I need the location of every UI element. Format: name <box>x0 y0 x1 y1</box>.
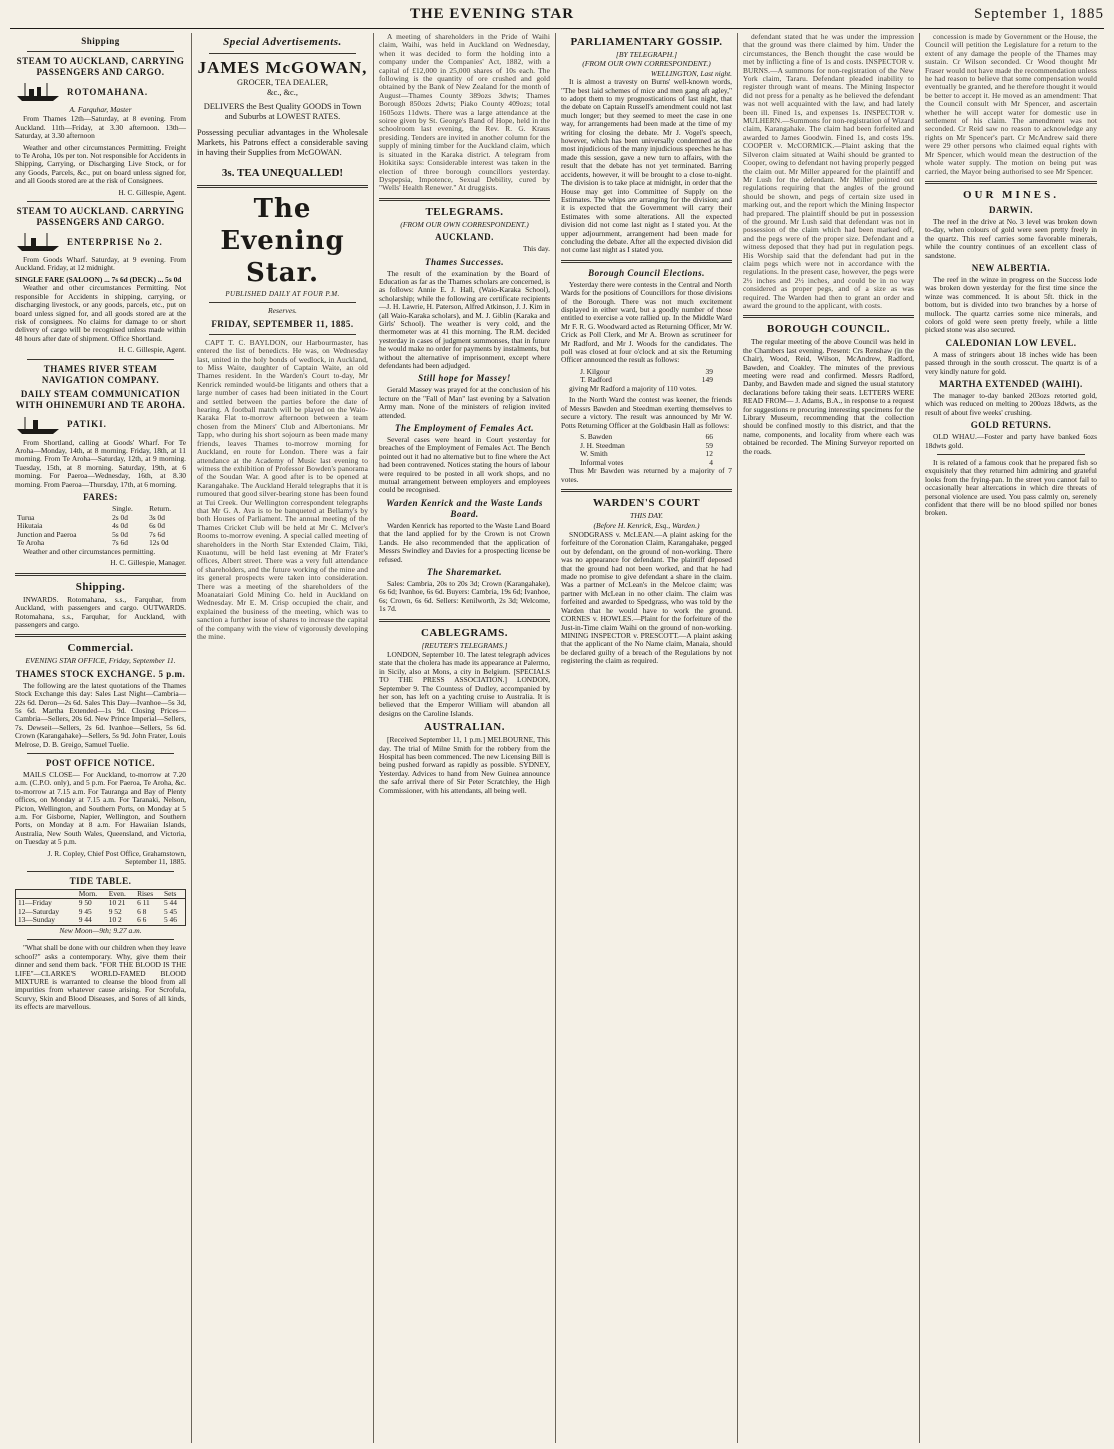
news-body: Gerald Massey was prayed for at the conclusion of his lecture on the "Fall of Man" last evening by a Salvation Army man. None of the ministers of religion invited attended. <box>379 385 550 420</box>
postmaster: J. R. Copley, Chief Post Office, Grahamstown, September 11, 1885. <box>47 848 186 867</box>
exchange-text: The following are the latest quotations of the Thames Stock Exchange this day: Sales Last Night—Cambria—22s 6d. Deron—2s 6d. Sales This Day—Ivanhoe—5s 3d, 5s 6d. Martha Extended—1s 9d. Closing Prices—Cambria—Sellers, 20s 6d. New Prince Imperial—Sellers, 7s. Dewseit—Sellers, 2s 6d. Ivanhoe—Sellers, 5s 6d. Crown (Karangahake)—Sellers, 5s 9d. John Frater, Louis Melrose, D. B. Greigo, Samuel Tuelie. <box>15 680 186 749</box>
gossip-sub: (FROM OUR OWN CORRESPONDENT.) <box>582 59 711 69</box>
table-cell: 6 11 <box>137 898 150 908</box>
table-cell: 11—Friday <box>18 898 52 908</box>
divider <box>27 939 174 940</box>
table-header: Morn. <box>77 889 107 899</box>
divider <box>27 871 174 872</box>
table-header: Rises <box>135 889 162 899</box>
auckland-date: This day. <box>522 244 550 254</box>
borough-council-header: BOROUGH COUNCIL. <box>767 323 890 336</box>
table-cell: 149 <box>701 375 713 385</box>
table-cell: 6 6 <box>137 915 147 925</box>
shipping-news-header: Shipping. <box>75 580 126 593</box>
cablegrams-header: CABLEGRAMS. <box>420 626 509 639</box>
manager: H. C. Gillespie, Manager. <box>110 558 186 568</box>
agent: H. C. Gillespie, Agent. <box>118 345 186 355</box>
news-body: The reef in the winze in progress on the Success lode was broken down yesterday for the first time since the winze was commenced. It is about 5ft. thick in the bottom, but is divided into two branches by a horse of mullock. The quartz carries some nice minerals, and colors of gold were seen pretty freely, while a little picked stone was also secured. <box>925 274 1097 335</box>
table-cell: J. Kilgour <box>580 366 610 376</box>
column-2 <box>192 33 374 1443</box>
news-body: SNODGRASS v. McLEAN.—A plaint asking for the forfeiture of the Coronation Claim, Karangahake, pegged out by defendant, on the ground of non-working. There was no appearance for defendant. The plaintiff deposed that the ground had not been worked, and that he had made no promise to give defendant a share in the claim. Was a partner of McLean's in the Melcoe claim; was partner with McLean in no other claim. The claim was forfeited and awarded to Spedgrass, who was told by the Warden that he would have to work the ground. CORNES v. HOWLES.—Plaint for the forfeiture of the Just-in-Time claim Waihi on the ground of non-working. MINING INSPECTOR v. PRESCOTT.—A plaint asking that the applicant of the No Name claim, Manaia, should be declared guilty of a breach of the Regulations by not registering the claim as required. <box>561 530 732 666</box>
fares-note: Weather and other circumstances permitting. <box>23 546 156 556</box>
shipping-notice-2: Weather and other circumstances Permitting. Not responsible for Accidents in shipping, carrying, or discharging livestock, or any goods, parcels, etc., put on board unless signed for, and all goods stored are at the risk of consignees. No claims for damage to or short delivery of cargo will be recognised unless made within 48 hours after date of shipment. Office Shortland. <box>15 283 186 343</box>
ad-line: DELIVERS the Best Quality GOODS in Town and Suburbs at LOWEST RATES. <box>203 102 362 121</box>
ship-name: ENTERPRISE No 2. <box>67 236 163 247</box>
table-cell: 5 46 <box>164 915 177 925</box>
table-cell: 5 44 <box>164 898 177 908</box>
table-cell: 12—Saturday <box>18 906 60 916</box>
table-cell: T. Radford <box>580 375 612 385</box>
ship-ad-enterprise <box>15 231 186 253</box>
tide-table <box>15 889 186 926</box>
single-fare: SINGLE FARE (SALOON) ... 7s 6d (DECK) ... 5s 0d <box>15 274 182 284</box>
shipping-header: Shipping <box>81 36 120 46</box>
table-cell: Te Aroha <box>17 538 45 548</box>
table-cell: 39 <box>705 366 713 376</box>
parliamentary-header: PARLIAMENTARY GOSSIP. <box>570 36 723 48</box>
table-cell: 5 45 <box>164 906 177 916</box>
table-cell: 9 50 <box>78 898 92 908</box>
telegrams-sub: (FROM OUR OWN CORRESPONDENT.) <box>400 219 529 229</box>
news-body: concession is made by Government or the House, the Council will petition the Legislature for a return to the extent of any damage the people of the Thames may sustain. Cr Wilson seconded. Cr Wood thought Mr Fraser would not have made the recommendation unless he had reason to believe that some compensation would eventually be granted, and he therefore thought it would be better to accept it. He moved as an amendment: That the Council consult with Mr Spencer, and ascertain whether he will accept water for domestic use in settlement of his claim. The amendment was not seconded. Cr Reid saw no reason to acknowledge any rights on Mr Spencer's part. Cr McAndrew said there were 29 other persons who claimed equal rights with Mr Spencer, which would mean the destruction of the whole water supply. The motion on being put was carried, the Mayor being authorised to see Mr Spencer. <box>925 33 1097 176</box>
table-cell: 2s 0d <box>112 512 128 522</box>
shipping-news: INWARDS. Rotomahana, s.s., Farquhar, from Auckland, with passengers and cargo. OUTWARDS. Rotomahana, s.s., Farquhar, for Auckland, with passengers and cargo. <box>15 594 186 629</box>
mine-heading: GOLD RETURNS. <box>970 420 1052 431</box>
news-body: [Received September 11, 1 p.m.] MELBOURNE, This day. The trial of Milne Smith for the robbery from the Hospital has been commenced. The new Licensing Bill is being pushed forward as rapidly as possible. SYDNEY, Yesterday. Advices to hand from New Guinea announce the safe arrival there of Sir Peter Scratchley, the High Commissioner, with his attendants, all being well. <box>379 735 550 795</box>
table-cell: Single. <box>112 503 133 513</box>
mine-heading: MARTHA EXTENDED (WAIHI). <box>939 379 1083 389</box>
divider <box>561 489 732 492</box>
news-body: A mass of stringers about 18 inches wide has been passed through in the south crosscut. The quartz is of a very kindly nature for gold. <box>925 349 1097 376</box>
steam-auckland-heading-2: STEAM TO AUCKLAND. CARRYING PASSENGERS AND CARGO. <box>16 206 185 228</box>
australian-header: AUSTRALIAN. <box>424 721 505 734</box>
news-body: defendant stated that he was under the impression that the ground was there claimed by him. Under the circumstances, the Bench thought the case would be met by inflicting a fine of 1s and costs. INSPECTOR v. BURNS.—A summons for non-registration of the New York claim, Tararu. Defendant pleaded inability to register through want of means. The Mining Inspector did not press for a penalty as he believed the defendant was not well acquainted with the law, and had lately been ill. Fined 1s, and expenses 1s. INSPECTOR v. MULHERN.—Summons for non-registration of Wizard claim, Karangahake. The claim had been forfeited and awarded to James Goodwin. Fined 1s, and costs 19s. COOPER v. McCORMICK.—Plaint asking that the Silveron claim situated at Waihi should be granted to Cooper, owing to defendant not having properly pegged the claim out. Mr Miller appeared for the plaintiff and Mr Lush for the defendant. Mr Miller pointed out regulations requiring that the angles of the ground should be shown, and pegs of certain size used in marking out, and the report which the Mining Inspector had prepared. The plaintiff should be put in possession of the ground. Mr Lush said that defendant was not in possession of the claim which had been marked off, and the pegs were of the proper size. Defendant and a witness deposed that they had put in regulation pegs. His Worship said that the defendant had put in the claim pegs which were not in accordance with the regulations. In the present case, however, the pegs were 2½ inches and 2½ inches, and could be in no way considered as proper pegs, and of a size as was required. The Warden had then to grant an order and award the ground to the applicant, with costs. <box>743 33 914 310</box>
news-body: It is related of a famous cook that he prepared fish so exquisitely that they returned him admiring and grateful looks from the frying-pan. In the street you cannot fail to occasionally hear altercations in which dire threats of personal violence are used. You pass calmly on, serenely confident that there will be no blood spilled nor bones broken. <box>925 458 1097 518</box>
table-cell: 7s 6d <box>112 538 128 548</box>
table-cell: 7s 6d <box>149 529 165 539</box>
news-body: The manager to-day banked 203ozs retorted gold, which was reduced on melting to 200ozs 18dwts, as the result of about five weeks' crushing. <box>925 391 1097 417</box>
table-cell: 4 <box>709 457 713 467</box>
table-cell: 59 <box>705 440 713 450</box>
divider <box>197 185 368 188</box>
published-line: PUBLISHED DAILY AT FOUR P.M. <box>225 290 340 298</box>
steamship-icon <box>15 81 61 103</box>
table-cell: 10 2 <box>108 915 122 925</box>
news-body: It is almost a travesty on Burns' well-known words, "The best laid schemes of mice and men gang aft agley," to adopt them to my prognostications of last night, that the debate on Captain Russell's amendment could not last much longer; but they seemed to meet the case in one way, for arrangements had been made at the time of my writing for closing the debate. Mr J. Vogel's speech, however, which has been universally condemned as the most injudicious of the many injudicious speeches he has made this session, gave a new turn to affairs, with the result that the debate has not yet terminated. Barring accidents, however, it will be brought to a close to-night. The division is to take place at midnight, in order that the House may get into Committee of Supply on the Estimates. The whips are arranging for the division; and it is expected that the Government will carry their Estimates with some alterations. All the expected division did not come last night as I stated you. At the upper adjournment, arrangement had been made for concluding the debate. After all the expected division did not come last night as I stated you. <box>561 77 732 255</box>
table-cell: 66 <box>705 432 713 442</box>
table-header: Sets <box>162 889 186 899</box>
news-body: The regular meeting of the above Council was held in the Chambers last evening. Present: Crs Renshaw (in the Chair), Wood, Reid, Wilson, McAndrew, Radford, Bawden, and Coakley. The minutes of the previous meeting were read and confirmed. Messrs Radford, Danby, and Bawden made and signed the usual statutory declarations before taking their seats. LETTERS WERE READ FROM— J. Adams, B.A., in response to a request for suggestions re procuring interesting specimens for the Library Museum, recommending that the collection should be confined mostly to this district, and that the name, components, and locality from where each was obtained be recorded. The Mining Surveyor reported on the roads. <box>743 337 914 456</box>
table-cell: 9 44 <box>78 915 92 925</box>
divider <box>743 315 914 318</box>
news-body: The reef in the drive at No. 3 level was broken down to-day, when colours of gold were seen pretty freely in the quartz. This reef carries some favorable minerals, while the country continues of an excellent class of sandstone. <box>925 216 1097 260</box>
shipping-notice: Weather and other circumstances Permitting. Freight to Te Aroha, 10s per ton. Not responsible for Accidents in Shipping, Carrying, or Discharging Live Stock, or for any Goods, Parcels, &c., put on board unless signed for, and all Goods stored are at the risk of Consignees. <box>15 142 186 186</box>
divider <box>27 51 174 52</box>
ship-master: A. Farquhar, Master <box>69 105 132 114</box>
divider <box>209 53 356 54</box>
table-cell: J. H. Steedman <box>580 440 625 450</box>
divider <box>937 454 1085 455</box>
table-header: Even. <box>107 889 135 899</box>
table-cell: 12s 0d <box>149 538 169 548</box>
massey-heading: Still hope for Massey! <box>418 373 511 384</box>
ship-ad-patiki <box>15 414 186 436</box>
fares-title: FARES: <box>83 491 118 502</box>
news-body: Yesterday there were contests in the Central and North Wards for the positions of Councillors for those divisions of the Borough. There was not much excitement displayed in either ward, but a goodly number of those entitled to exercise a vote rallied up. In the Middle Ward Mr F. R. G. Woodward acted as Returning Officer, Mr W. Crick as Poll Clerk, and Mr A. Brown as scrutineer for Mr Radford, and Mr J. Woods for the candidates. The poll was closed at four o'clock and at six the Returning Officer announced the result as follows: <box>561 279 732 365</box>
news-body: Sales: Cambria, 20s to 20s 3d; Crown (Karangahake), 6s 6d; Ivanhoe, 6s 6d. Buyers: Cambria, 19s 6d; Ivanhoe, 6s; Crown, 6s 6d. Sellers: Kenilworth, 2s 3d; Welcome, 1s 7d. <box>379 578 550 614</box>
divider <box>27 201 174 202</box>
table-cell: W. Smith <box>580 449 608 459</box>
steamship-icon <box>15 231 61 253</box>
divider <box>561 260 732 263</box>
table-cell: Return. <box>149 503 172 513</box>
divider <box>15 634 186 637</box>
blood-mixture-ad: "What shall be done with our children when they leave school?" asks a contemporary. Why, give them their dinner and send them back. "FOR THE BLOOD IS THE LIFE"—CLARKE'S WORLD-FAMED BLOOD MIXTURE is warranted to cleanse the blood from all impurities from whatever cause arising. For Scrofula, Scurvy, Skin and Blood Diseases, and Sores of all kinds, its effects are marvellous. <box>15 943 186 1012</box>
news-body: A meeting of shareholders in the Pride of Waihi claim, Waihi, was held in Auckland on Wednesday, when it was decided to form the holding into a company under the Companies' Act, 1882, with a capital of £12,000 in 25,000 shares of 10s each. The following is the quantity of ore crushed and gold obtained by the Bank of New Zealand for the month of August—Thames County 389ozs 3dwts; Thames Borough 850ozs 2dwts; Piako County 409ozs; total 1605ozs 11dwts. There was a large attendance at the soiree given by St. George's Band of Hope, held in the schoolroom last evening, the Rev. R. G. Kraus presiding. Tenders are invited in another column for the supply of mining timber for the Auckland claim, which is situated in the Karaka district. A telegram from Hokitika says: Considerable interest was taken in the election of three borough councillors yesterday. Dyspepsia, Impotence, Sexual Debility, cured by "Wells' Health Renewer." At druggists. <box>379 33 550 193</box>
sharemarket-heading: The Sharemarket. <box>426 566 502 577</box>
fares-table <box>15 505 186 548</box>
table-cell: 10 21 <box>108 898 126 908</box>
table-row <box>16 916 186 925</box>
news-body: Warden Kenrick has reported to the Waste Land Board that the land applied for by the Crown is not Crown Lands. He also recommended that the application of Messrs Swindley and Davies for a prospecting license be refused. <box>379 520 550 564</box>
results-table-1 <box>578 368 715 385</box>
divider <box>379 198 550 201</box>
news-body: Several cases were heard in Court yesterday for breaches of the Employment of Females Act. The Bench pointed out it had no alternative but to fine where the Act had been contravened. Notices stating the hours of labour were required to be posted in all work shops, and no mutual arrangement between employers and employees could be recognised. <box>379 435 550 495</box>
table-cell: Informal votes <box>580 457 624 467</box>
auckland-heading: AUCKLAND. <box>435 232 494 243</box>
ad-line: &c., &c., <box>267 88 298 97</box>
steam-auckland-heading: STEAM TO AUCKLAND, CARRYING PASSENGERS AND CARGO. <box>16 56 185 77</box>
females-act-heading: The Employment of Females Act. <box>395 423 534 434</box>
results-table-2 <box>578 433 715 467</box>
wardens-court-sub: (Before H. Kenrick, Esq., Warden.) <box>593 520 700 530</box>
table-cell: 5s 0d <box>112 529 128 539</box>
borough-elections-heading: Borough Council Elections. <box>588 267 705 278</box>
divider <box>209 302 356 303</box>
divider <box>15 573 186 576</box>
table-cell: 6 8 <box>137 906 147 916</box>
special-ads-header: Special Advertisements. <box>223 36 342 48</box>
telegrams-header: TELEGRAMS. <box>425 205 504 218</box>
news-body: OLD WHAU.—Foster and party have banked 6ozs 18dwts gold. <box>925 432 1097 450</box>
news-body: Thus Mr Bawden was returned by a majority of 7 votes. <box>561 466 732 484</box>
column-6 <box>920 33 1102 1443</box>
masthead-title: THE EVENING STAR <box>410 6 575 22</box>
divider <box>27 359 174 360</box>
column-3 <box>374 33 556 1443</box>
ad-line: GROCER, TEA DEALER, <box>236 78 329 87</box>
mcgowan-ad <box>197 58 368 180</box>
mails-close: MAILS CLOSE— For Auckland, to-morrow at 7.20 a.m. (C.P.O. only), and 5 p.m. For Paeroa, Te Aroha, &c. to-morrow at 7.15 a.m. For Tauranga and Bay of Plenty offices, on Monday at 7.15 a.m. For Taranaki, Nelson, Picton, Wellington, and Southern Ports, on Monday at 5 a.m. For Gisborne, Napier, Wellington, and Southern Ports, on Monday at 8 a.m. For Hawaiian Islands, Australia, New South Wales, Queensland, and Victoria, on Tuesday at 5 p.m. <box>15 770 186 847</box>
daily-steam-heading: DAILY STEAM COMMUNICATION WITH OHINEMURI AND TE AROHA. <box>15 388 186 410</box>
table-cell: 9 45 <box>78 906 92 916</box>
dateline: FRIDAY, SEPTEMBER 11, 1885. <box>211 318 354 329</box>
steamship-icon <box>15 414 61 436</box>
divider <box>27 753 174 754</box>
agent: H. C. Gillespie, Agent. <box>118 187 186 197</box>
post-office-heading: POST OFFICE NOTICE. <box>45 758 156 769</box>
news-body: The result of the examination by the Board of Education as far as the Thames scholars are concerned, is as follows: Annie E. J. Hall, (Waio-Karaka School), scholarship; while the following are certificate recipients—J. H. Lawrie, H. Paterson, Alfred Atkinson, J. J. Kim in (all Waio-Karaka scholars), and M. J. Giblin (Karaka and Girls' School). The weather is very cold, and the thermometer was at 41 this morning. The R.M. decided yesterday in cases of judgment summonses, that in future he would make no order for payments by instalments, but without the alternative of imprisonment, except where defendants had been adjudged. <box>379 268 550 370</box>
mine-heading: NEW ALBERTIA. <box>971 262 1051 273</box>
thames-successes-heading: Thames Successes. <box>425 256 504 267</box>
table-cell: 3s 0d <box>149 512 165 522</box>
wardens-court-header: WARDEN'S COURT <box>592 497 701 510</box>
divider <box>379 619 550 622</box>
columns <box>10 33 1104 1443</box>
mine-heading: CALEDONIAN LOW LEVEL. <box>945 337 1077 348</box>
thames-river-heading: THAMES RIVER STEAM NAVIGATION COMPANY. <box>41 363 160 385</box>
column-4 <box>556 33 738 1443</box>
reserves-line: Reserves. <box>268 306 297 316</box>
news-body: CAPT T. C. BAYLDON, our Harbourmaster, has entered the list of benedicts. He was, on Wednesday last, united in the holy bonds of wedlock, in Auckland, to Miss Waite, daughter of Captain Waite, an old Thames resident. In the Warden's Court to-day, Mr Kenrick reminded would-be litigants and others that a large number of cases had been initiated in the Court and settled between the parties before the date of hearing. A football match will be played on the Waio-Karaka Flat to-morrow afternoon between a team chosen from the Miners' Club and Albertonians. Mr Tapp, who during his short sojourn as been made many friends, leaves Thames to-morrow morning for Auckland, en route for London. There was a fair attendance at the Academy of Music last evening to witness the exhibition of Professor Bowden's panorama of the Soudan War. A good after is to be opened at Karangahake. The Auckland Herald telegraphs that it is rumoured that good silver-bearing stone has been found at Tui Creek. Our Wellington correspondent telegraphs that Mr G. A. Ava is to be banqueted at Bellamy's by both Houses of Parliament. The annual meeting of the Thames Cricket Club will be held at Mr C. McIver's Rooms to-morrow evening. A special called meeting of shareholders in the North Star Extended Claim, Tiki, Kuaotunu, will be held last evening at Mr Frater's offices, Albert street. There was a very full attendance of shareholders, and the future working of the mine and its general prospects were taken into consideration. There was a meeting of the shareholders of the Moanataiari Gold Mining Co. held in Auckland on Wednesday. Mr E. M. Crisp occupied the chair, and explained the business of the meeting, which was to sanction a further issue of shares to increase the capital of the company with the view of vigorously developing the mine. <box>197 337 368 642</box>
our-mines-header: OUR MINES. <box>962 188 1059 201</box>
new-moon: New Moon—9th; 9.27 a.m. <box>59 925 142 935</box>
table-cell: 13—Sunday <box>18 915 55 925</box>
star-office: EVENING STAR OFFICE, Friday, September 11. <box>25 656 176 666</box>
tide-title: TIDE TABLE. <box>69 875 132 886</box>
table-cell: 4s 0d <box>112 521 128 531</box>
ad-name: JAMES McGOWAN, <box>197 58 368 77</box>
masthead <box>10 6 1104 29</box>
masthead-date: September 1, 1885 <box>974 6 1104 22</box>
divider <box>925 181 1097 184</box>
gossip-dateline: WELLINGTON, Last night. <box>650 68 732 78</box>
table-cell: 9 52 <box>108 906 122 916</box>
divider <box>209 334 356 335</box>
news-body: In the North Ward the contest was keener, the friends of Messrs Bawden and Steedman exerting themselves to secure a victory. The result was announced by Mr W. Potts Returning Officer at the Goldbasin Hall as follows: <box>561 395 732 430</box>
table-cell: Turua <box>17 512 35 522</box>
ship-times: From Goods Wharf. Saturday, at 9 evening. From Auckland. Friday, at 12 midnight. <box>15 255 186 273</box>
paper-title: The Evening Star. <box>220 194 345 288</box>
ship-name: PATIKI. <box>67 419 107 430</box>
gossip-sub: [BY TELEGRAPH.] <box>615 50 678 59</box>
column-1 <box>10 33 192 1443</box>
table-cell: 12 <box>705 449 713 459</box>
table-cell: 6s 0d <box>149 521 165 531</box>
table-cell: Hikutaia <box>17 521 43 531</box>
ship-times: From Thames 12th—Saturday, at 8 evening. From Auckland. 11th—Friday, at 3.30 afternoon. 13th—Saturday, at 3.30 afternoon <box>15 114 186 141</box>
warden-heading: Warden Kenrick and the Waste Lands Board. <box>386 497 543 519</box>
commercial-header: Commercial. <box>67 642 134 655</box>
ship-ad-rotomahana <box>15 81 186 103</box>
column-5 <box>738 33 920 1443</box>
news-body: LONDON, September 10. The latest telegraph advices state that the cholera has made its appearance at Palermo, in Sicily, also at Mons, a city in Belgium. [SPECIALS TO THE PRESS ASSOCIATION.] LONDON, September 9. The Countess of Dudley, accompanied by her son, has left on a yachting cruise to Australia. It is believed that the Emperor William will abandon all designs on the Caroline Islands. <box>379 649 550 718</box>
mine-heading: DARWIN. <box>989 204 1033 215</box>
ship-times: From Shortland, calling at Goods' Wharf. For Te Aroha—Monday, 14th, at 8 morning. Friday, 18th, at 11 morning. From Te Aroha—Saturday, 12th, at 9 morning. Tuesday, 15th, at 8 morning. Saturday, 19th, at 6 morning. For Paeroa—Wednesday, 16th, at 8.30 morning. From Paeroa—Thursday, 17th, at 6 morning. <box>15 437 186 489</box>
cablegrams-sub: [REUTER'S TELEGRAMS.] <box>421 640 508 650</box>
news-body: giving Mr Radford a majority of 110 votes. <box>569 384 697 393</box>
tea-line: 3s. TEA UNEQUALLED! <box>221 167 344 179</box>
wardens-court-date: THIS DAY. <box>629 511 664 521</box>
table-cell: S. Bawden <box>580 432 613 442</box>
table-cell: Junction and Paeroa <box>17 529 77 539</box>
ad-line: Possessing peculiar advantages in the Wholesale Markets, his Patrons effect a considerable saving in having their Supplies from McGOWAN. <box>197 128 368 157</box>
exchange-heading: THAMES STOCK EXCHANGE. 5 p.m. <box>15 668 186 679</box>
ship-name: ROTOMAHANA. <box>67 86 149 97</box>
